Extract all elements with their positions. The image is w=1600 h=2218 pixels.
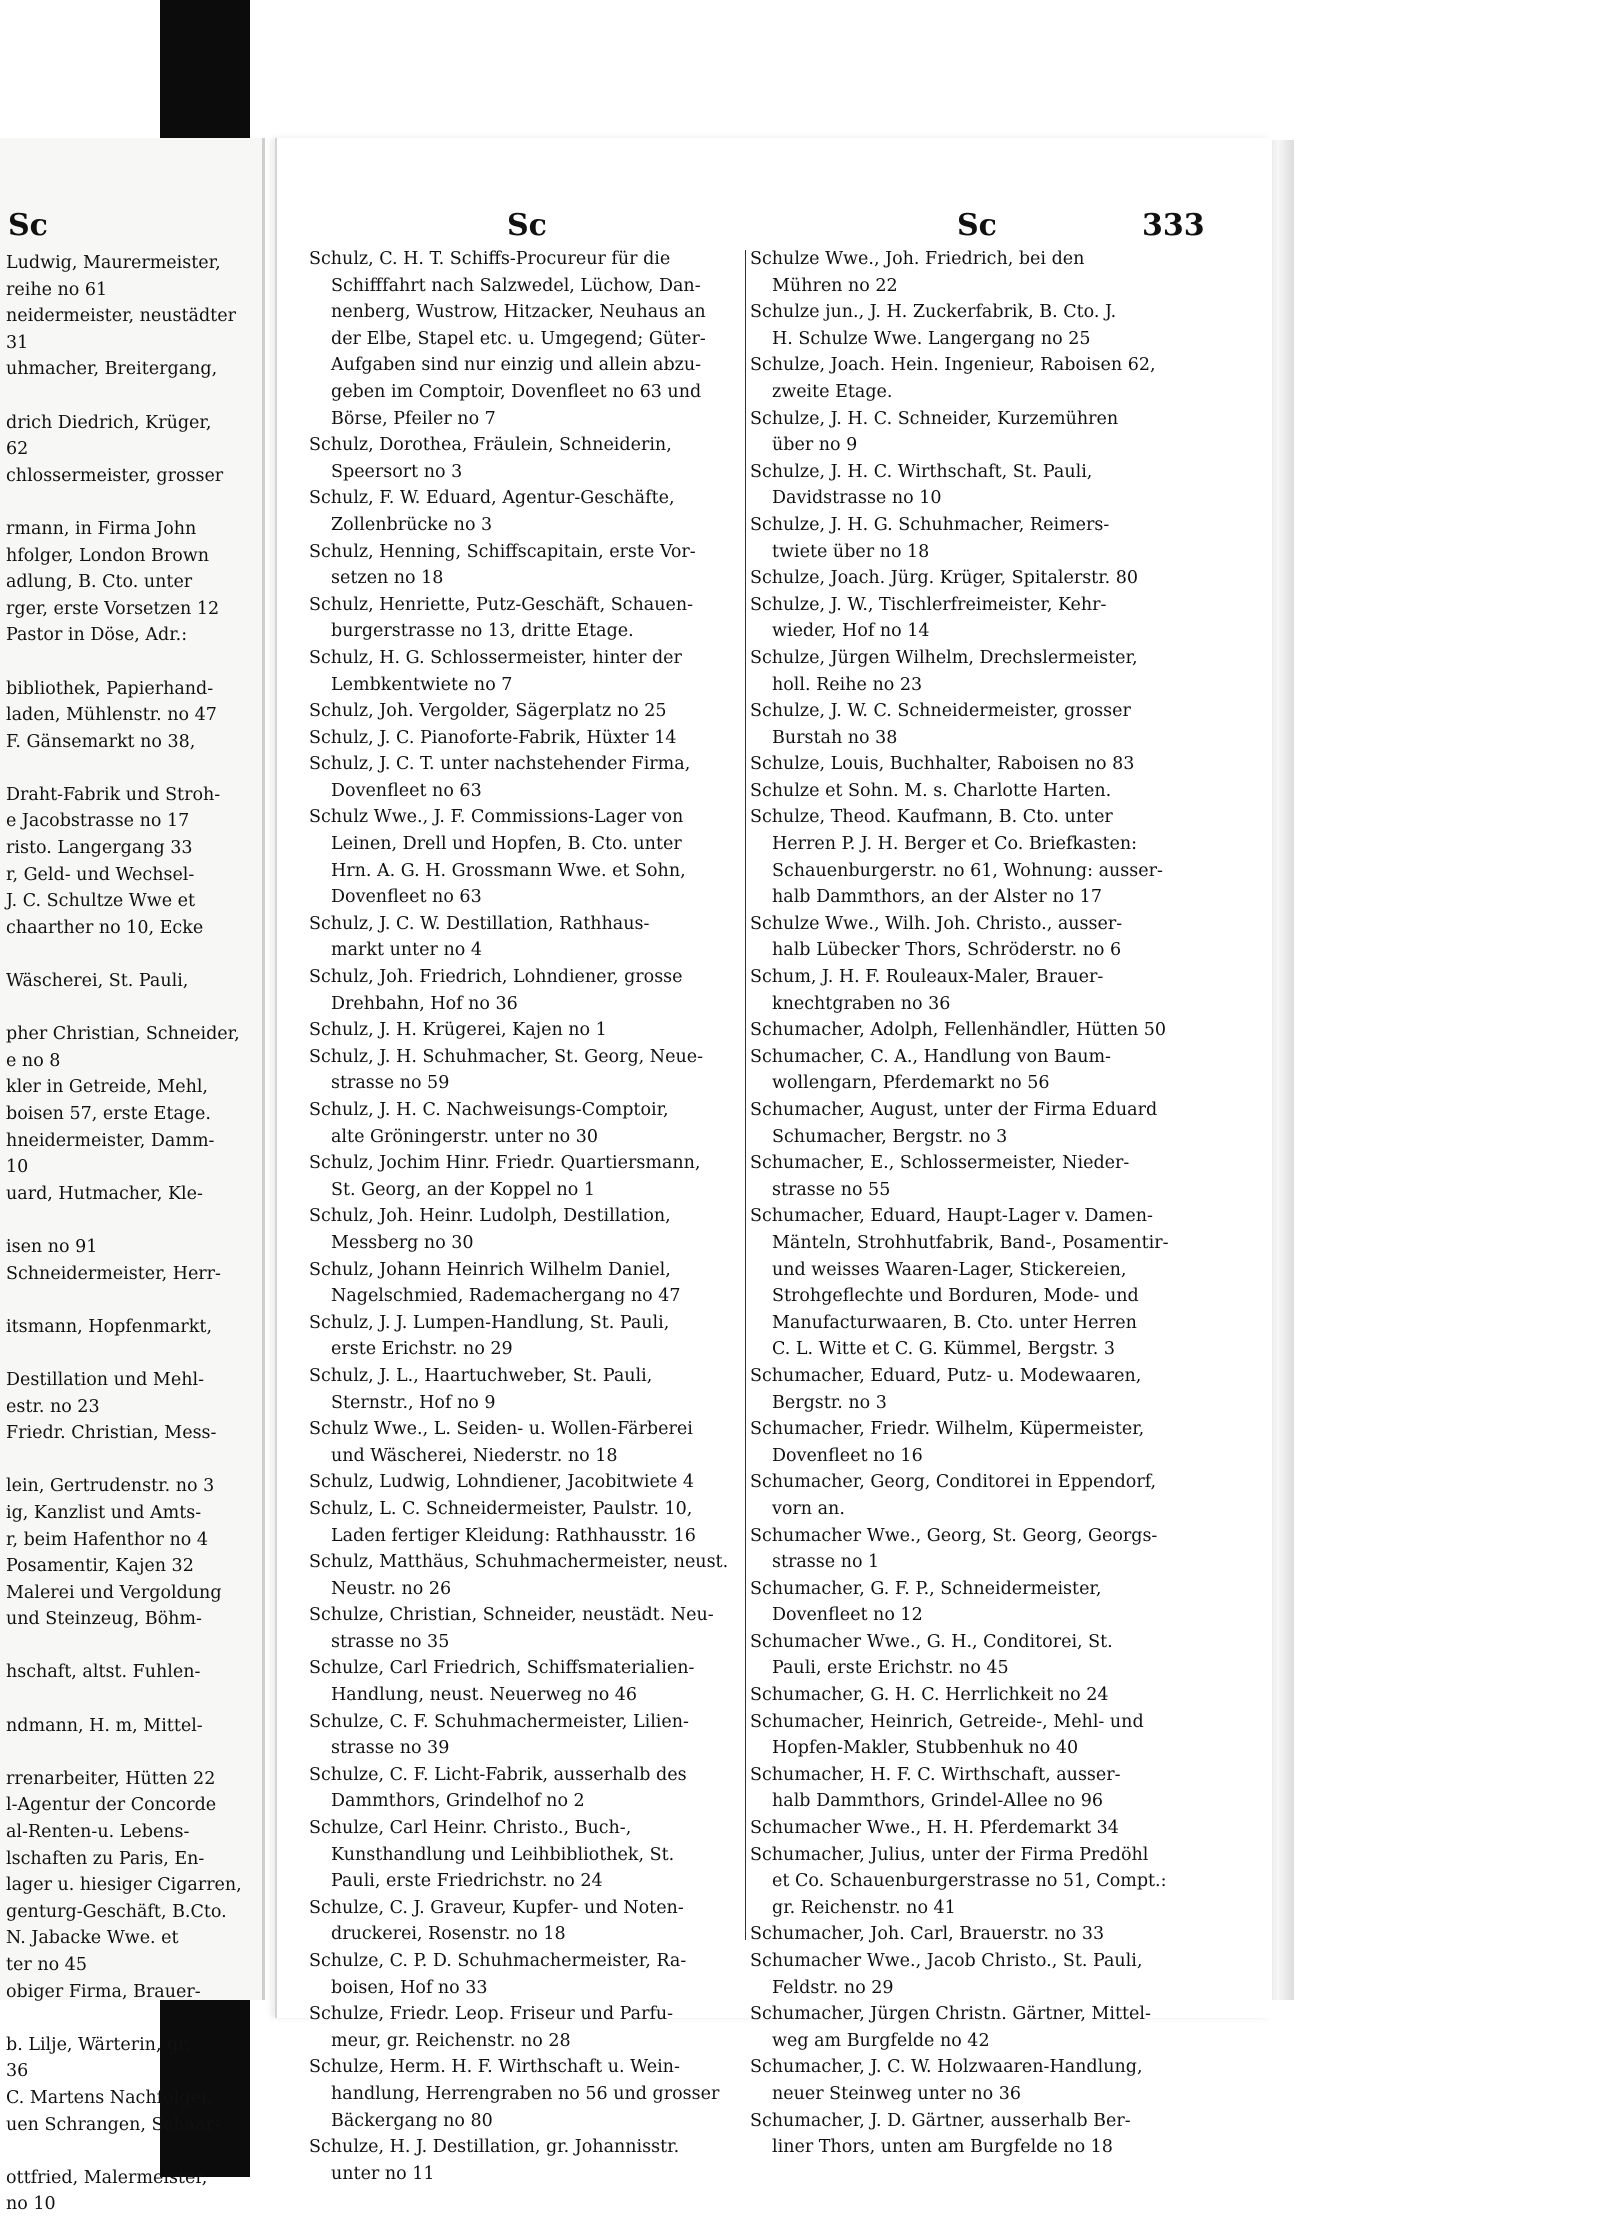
entry-name-line: Schulze, J. H. G. Schuhmacher, Reimers-: [750, 514, 1110, 535]
left-page-line: rmann, in Firma John: [6, 518, 197, 539]
directory-entry: [750, 1017, 1195, 1044]
entry-name-line: Schumacher, J. C. W. Holzwaaren-Handlung,: [750, 2057, 1143, 2078]
directory-entry: [750, 751, 1195, 778]
directory-entry: [750, 2108, 1195, 2161]
left-page-line: ter no 45: [6, 1955, 87, 1975]
left-page-line: [6, 755, 306, 782]
directory-entry: [309, 964, 741, 1017]
directory-entry: [309, 1895, 741, 1948]
left-page-line: drich Diedrich, Krüger,: [6, 412, 212, 433]
entry-name-line: Schulze jun., J. H. Zuckerfabrik, B. Cto. J.: [750, 302, 1117, 323]
left-page-line: no 10: [6, 2194, 56, 2215]
left-page-line: Schneidermeister, Herr-: [6, 1263, 221, 1284]
directory-entry: [309, 2134, 741, 2187]
left-page-line: risto. Langergang 33: [6, 838, 193, 859]
left-page-line: Posamentir, Kajen 32: [6, 1556, 194, 1577]
entry-name-line: Schulz, J. J. Lumpen-Handlung, St. Pauli,: [309, 1312, 670, 1333]
entry-name-line: Schumacher, H. F. C. Wirthschaft, ausser-: [750, 1764, 1121, 1785]
entry-continuation-line: holl. Reihe no 23: [772, 674, 923, 695]
entry-continuation-line: Dovenfleet no 63: [331, 780, 482, 801]
entry-continuation-line: halb Lübecker Thors, Schröderstr. no 6: [772, 940, 1122, 961]
directory-entry: [750, 246, 1195, 299]
left-page-line: uen Schrangen, Schaar-: [6, 2114, 220, 2135]
left-page-line: chaarther no 10, Ecke: [6, 917, 204, 938]
entry-name-line: Schulze, Joach. Jürg. Krüger, Spitalerstr. 80: [750, 568, 1139, 589]
directory-entry: [309, 1017, 741, 1044]
entry-name-line: Schumacher, Joh. Carl, Brauerstr. no 33: [750, 1924, 1105, 1945]
entry-continuation-line: et Co. Schauenburgerstrasse no 51, Compt.:: [772, 1871, 1167, 1892]
entry-name-line: Schulz, J. C. W. Destillation, Rathhaus-: [309, 913, 650, 934]
directory-entry: [750, 2054, 1195, 2107]
directory-entry: [750, 698, 1195, 751]
left-page-line: chlossermeister, grosser: [6, 465, 224, 486]
directory-entry: [309, 1416, 741, 1469]
entry-name-line: Schumacher, Friedr. Wilhelm, Küpermeister,: [750, 1419, 1145, 1440]
directory-entry: [309, 698, 741, 725]
entry-continuation-line: Hrn. A. G. H. Grossmann Wwe. et Sohn,: [331, 860, 686, 881]
entry-continuation-line: Nagelschmied, Rademachergang no 47: [331, 1286, 681, 1307]
directory-entry: [750, 1203, 1195, 1363]
directory-entry: [309, 1655, 741, 1708]
entry-name-line: Schulze, J. H. C. Wirthschaft, St. Pauli,: [750, 461, 1093, 482]
entry-name-line: Schum, J. H. F. Rouleaux-Maler, Brauer-: [750, 967, 1104, 988]
entry-name-line: Schulz, Dorothea, Fräulein, Schneiderin,: [309, 435, 672, 456]
directory-entry: [309, 1150, 741, 1203]
entry-name-line: Schulz, C. H. T. Schiffs-Procureur für die: [309, 249, 671, 269]
right-page: [275, 138, 1272, 2184]
entry-continuation-line: gr. Reichenstr. no 41: [772, 1897, 956, 1918]
entry-continuation-line: St. Georg, an der Koppel no 1: [331, 1179, 596, 1200]
directory-entry: [750, 778, 1195, 805]
entry-continuation-line: unter no 11: [331, 2163, 435, 2184]
left-page-line: 10: [6, 1157, 29, 1178]
left-page: [0, 138, 265, 2215]
left-page-line: estr. no 23: [6, 1396, 100, 1417]
entry-name-line: Schumacher, G. F. P., Schneidermeister,: [750, 1578, 1102, 1599]
left-page-line: laden, Mühlenstr. no 47: [6, 705, 217, 726]
left-page-line: [6, 649, 306, 676]
directory-entry: [309, 2001, 741, 2054]
entry-name-line: Schulze, Christian, Schneider, neustädt. Neu-: [309, 1605, 714, 1626]
left-page-line: e Jacobstrasse no 17: [6, 811, 190, 832]
left-page-line: [6, 1287, 306, 1314]
directory-entry: [750, 1469, 1195, 1522]
directory-entry: [309, 1469, 741, 1496]
directory-entry: [750, 1363, 1195, 1416]
left-page-line: obiger Firma, Brauer-: [6, 1981, 201, 2002]
entry-name-line: Schulze, Joach. Hein. Ingenieur, Raboisen 62,: [750, 355, 1156, 376]
entry-continuation-line: Schumacher, Bergstr. no 3: [772, 1126, 1008, 1147]
entry-continuation-line: strasse no 35: [331, 1631, 450, 1652]
left-page-line: Destillation und Mehl-: [6, 1369, 204, 1390]
entry-continuation-line: Dovenfleet no 63: [331, 887, 482, 908]
directory-entry: [750, 1576, 1195, 1629]
entry-continuation-line: wollengarn, Pferdemarkt no 56: [772, 1073, 1050, 1094]
directory-entry: [309, 1815, 741, 1895]
entry-name-line: Schumacher, Eduard, Putz- u. Modewaaren,: [750, 1365, 1142, 1386]
left-page-line: kler in Getreide, Mehl,: [6, 1077, 208, 1098]
entry-name-line: Schulz, J. H. Schuhmacher, St. Georg, Neue-: [309, 1046, 703, 1067]
left-page-line: isen no 91: [6, 1236, 98, 1257]
left-page-line: Ludwig, Maurermeister,: [6, 253, 221, 273]
left-page-line: C. Martens Nachfolger,: [6, 2087, 213, 2108]
entry-name-line: Schulz, Joh. Friedrich, Lohndiener, grosse: [309, 967, 683, 988]
directory-entry: [750, 1762, 1195, 1815]
left-page-line: uard, Hutmacher, Kle-: [6, 1183, 203, 1204]
entry-name-line: Schumacher, August, unter der Firma Eduard: [750, 1100, 1158, 1120]
left-page-line: [6, 1739, 306, 1766]
left-page-line: genturg-Geschäft, B.Cto.: [6, 1901, 227, 1922]
directory-entry: [309, 246, 741, 432]
left-page-line: e no 8: [6, 1050, 61, 1071]
entry-name-line: Schulz, J. H. Krügerei, Kajen no 1: [309, 1020, 607, 1041]
entry-name-line: Schulz, Jochim Hinr. Friedr. Quartiersmann,: [309, 1153, 701, 1174]
entry-name-line: Schulze, Jürgen Wilhelm, Drechslermeister,: [750, 647, 1138, 668]
directory-entry: [750, 352, 1195, 405]
directory-entry: [750, 911, 1195, 964]
entry-continuation-line: twiete über no 18: [772, 541, 930, 562]
entry-name-line: Schulze, Louis, Buchhalter, Raboisen no 83: [750, 754, 1135, 775]
entry-name-line: Schumacher, Julius, unter der Firma Predöhl: [750, 1844, 1149, 1865]
entry-continuation-line: nenberg, Wustrow, Hitzacker, Neuhaus an: [331, 302, 706, 323]
entry-name-line: Schulze Wwe., Joh. Friedrich, bei den: [750, 249, 1085, 269]
left-page-line: itsmann, Hopfenmarkt,: [6, 1316, 213, 1337]
entry-name-line: Schulz, Henriette, Putz-Geschäft, Schauen-: [309, 594, 694, 615]
directory-entry: [750, 1682, 1195, 1709]
entry-name-line: Schumacher Wwe., H. H. Pferdemarkt 34: [750, 1818, 1119, 1839]
left-page-line: J. C. Schultze Wwe et: [6, 891, 196, 912]
entry-name-line: Schulz, J. C. T. unter nachstehender Firma,: [309, 754, 691, 775]
entry-name-line: Schulze, C. F. Licht-Fabrik, ausserhalb des: [309, 1764, 687, 1785]
entry-name-line: Schumacher, Heinrich, Getreide-, Mehl- und: [750, 1711, 1144, 1732]
entry-name-line: Schulz, Henning, Schiffscapitain, erste Vor-: [309, 541, 696, 562]
entry-continuation-line: Kunsthandlung und Leihbibliothek, St.: [331, 1844, 675, 1865]
left-page-line: F. Gänsemarkt no 38,: [6, 731, 196, 752]
entry-name-line: Schumacher Wwe., Georg, St. Georg, Georgs-: [750, 1525, 1158, 1546]
entry-continuation-line: Bäckergang no 80: [331, 2110, 493, 2131]
entry-name-line: Schulze et Sohn. M. s. Charlotte Harten.: [750, 780, 1112, 801]
entry-continuation-line: Laden fertiger Kleidung: Rathhausstr. 16: [331, 1525, 696, 1546]
entry-name-line: Schulz, Ludwig, Lohndiener, Jacobitwiete 4: [309, 1472, 694, 1493]
left-page-line: und Steinzeug, Böhm-: [6, 1609, 202, 1630]
directory-entry: [750, 2001, 1195, 2054]
entry-continuation-line: Bergstr. no 3: [772, 1392, 887, 1413]
left-page-line: lschaften zu Paris, En-: [6, 1848, 205, 1869]
entry-continuation-line: Lembkentwiete no 7: [331, 674, 513, 695]
left-page-line: uhmacher, Breitergang,: [6, 359, 218, 380]
entry-continuation-line: Drehbahn, Hof no 36: [331, 993, 518, 1014]
column-divider: [745, 250, 746, 1940]
directory-entry: [309, 1203, 741, 1256]
entry-continuation-line: wieder, Hof no 14: [772, 621, 930, 642]
left-page-line: Friedr. Christian, Mess-: [6, 1423, 217, 1444]
entry-continuation-line: halb Dammthors, Grindel-Allee no 96: [772, 1791, 1104, 1812]
entry-continuation-line: Leinen, Drell und Hopfen, B. Cto. unter: [331, 834, 682, 855]
left-page-line: N. Jabacke Wwe. et: [6, 1928, 179, 1949]
entry-continuation-line: boisen, Hof no 33: [331, 1977, 488, 1998]
entry-name-line: Schulze, J. W. C. Schneidermeister, grosser: [750, 701, 1131, 722]
left-page-line: [6, 995, 306, 1022]
left-page-line: bibliothek, Papierhand-: [6, 678, 214, 699]
left-page-line: hschaft, altst. Fuhlen-: [6, 1662, 201, 1683]
entry-name-line: Schulze, Friedr. Leop. Friseur und Parfu-: [309, 2004, 674, 2025]
entry-continuation-line: Pauli, erste Erichstr. no 45: [772, 1658, 1009, 1679]
entry-name-line: Schulze, Carl Heinr. Christo., Buch-,: [309, 1818, 632, 1839]
entry-continuation-line: meur, gr. Reichenstr. no 28: [331, 2030, 571, 2051]
directory-entry: [309, 1948, 741, 2001]
entry-name-line: Schulz, H. G. Schlossermeister, hinter der: [309, 647, 682, 668]
left-page-line: [6, 1447, 306, 1474]
left-page-line: 62: [6, 439, 29, 460]
directory-entry: [750, 1097, 1195, 1150]
entry-name-line: Schumacher, Adolph, Fellenhändler, Hütten 50: [750, 1020, 1167, 1041]
left-page-line: boisen 57, erste Etage.: [6, 1104, 211, 1124]
directory-entry: [309, 645, 741, 698]
left-page-line: [6, 383, 306, 410]
entry-name-line: Schulze, Herm. H. F. Wirthschaft u. Wein-: [309, 2057, 680, 2078]
left-page-line: neidermeister, neustädter: [6, 306, 236, 327]
left-page-line: hfolger, London Brown: [6, 545, 210, 566]
entry-name-line: Schulze Wwe., Wilh. Joh. Christo., ausser-: [750, 913, 1123, 934]
entry-name-line: Schulz, Joh. Heinr. Ludolph, Destillation,: [309, 1206, 671, 1227]
entry-continuation-line: markt unter no 4: [331, 940, 482, 961]
left-page-line: al-Renten-u. Lebens-: [6, 1822, 190, 1843]
left-page-line: rger, erste Vorsetzen 12: [6, 598, 220, 619]
directory-entry: [750, 1629, 1195, 1682]
entry-name-line: Schumacher, J. D. Gärtner, ausserhalb Ber-: [750, 2110, 1131, 2131]
entry-name-line: Schulz, F. W. Eduard, Agentur-Geschäfte,: [309, 488, 675, 509]
entry-continuation-line: Mühren no 22: [772, 275, 898, 296]
directory-entry: [750, 1948, 1195, 2001]
left-page-line: rrenarbeiter, Hütten 22: [6, 1768, 216, 1789]
entry-continuation-line: halb Dammthors, an der Alster no 17: [772, 887, 1102, 908]
entry-continuation-line: zweite Etage.: [772, 381, 893, 402]
directory-entry: [750, 804, 1195, 910]
left-page-line: lein, Gertrudenstr. no 3: [6, 1476, 215, 1497]
entry-name-line: Schulze, J. W., Tischlerfreimeister, Kehr-: [750, 594, 1107, 615]
left-page-line: lager u. hiesiger Cigarren,: [6, 1875, 242, 1896]
directory-column-left: [309, 246, 741, 2187]
left-page-line: [6, 489, 306, 516]
entry-name-line: Schumacher Wwe., Jacob Christo., St. Pauli,: [750, 1951, 1143, 1971]
directory-entry: [750, 512, 1195, 565]
entry-name-line: Schulz, Johann Heinrich Wilhelm Daniel,: [309, 1259, 671, 1280]
entry-continuation-line: knechtgraben no 36: [772, 993, 951, 1014]
entry-name-line: Schumacher Wwe., G. H., Conditorei, St.: [750, 1631, 1113, 1652]
entry-continuation-line: erste Erichstr. no 29: [331, 1339, 513, 1360]
entry-name-line: Schulze, C. P. D. Schuhmachermeister, Ra-: [309, 1951, 687, 1971]
left-page-line: r, Geld- und Wechsel-: [6, 864, 195, 885]
entry-continuation-line: H. Schulze Wwe. Langergang no 25: [772, 328, 1091, 349]
entry-name-line: Schulz, J. L., Haartuchweber, St. Pauli,: [309, 1365, 653, 1386]
directory-entry: [309, 1496, 741, 1549]
directory-entry: [309, 751, 741, 804]
directory-entry: [750, 565, 1195, 592]
left-page-line: ndmann, H. m, Mittel-: [6, 1715, 203, 1736]
entry-continuation-line: geben im Comptoir, Dovenfleet no 63 und: [331, 381, 702, 402]
entry-continuation-line: Handlung, neust. Neuerweg no 46: [331, 1685, 638, 1706]
entry-continuation-line: setzen no 18: [331, 568, 444, 589]
left-page-line: Pastor in Döse, Adr.:: [6, 625, 188, 646]
entry-continuation-line: Mänteln, Strohhutfabrik, Band-, Posamentir-: [772, 1232, 1169, 1253]
entry-continuation-line: weg am Burgfelde no 42: [772, 2030, 990, 2051]
left-page-line: [6, 2005, 306, 2032]
left-page-line: l-Agentur der Concorde: [6, 1795, 217, 1816]
left-page-line: Malerei und Vergoldung: [6, 1582, 222, 1603]
left-page-line: [6, 2138, 306, 2165]
entry-continuation-line: der Elbe, Stapel etc. u. Umgegend; Güter-: [331, 328, 706, 349]
entry-continuation-line: Dovenfleet no 12: [772, 1605, 923, 1626]
entry-continuation-line: und weisses Waaren-Lager, Stickereien,: [772, 1259, 1127, 1280]
directory-entry: [750, 406, 1195, 459]
directory-entry: [309, 1257, 741, 1310]
directory-entry: [309, 1709, 741, 1762]
entry-name-line: Schulz, Matthäus, Schuhmachermeister, neust.: [309, 1552, 729, 1573]
entry-continuation-line: Dovenfleet no 16: [772, 1445, 923, 1466]
entry-continuation-line: Pauli, erste Friedrichstr. no 24: [331, 1871, 603, 1892]
entry-continuation-line: und Wäscherei, Niederstr. no 18: [331, 1445, 618, 1466]
left-page-line: adlung, B. Cto. unter: [6, 572, 193, 593]
entry-continuation-line: burgerstrasse no 13, dritte Etage.: [331, 621, 634, 642]
left-page-line: [6, 1633, 306, 1660]
directory-entry: [309, 1762, 741, 1815]
directory-entry: [309, 1310, 741, 1363]
directory-entry: [750, 645, 1195, 698]
left-page-line: 36: [6, 2061, 29, 2082]
left-page-line: ottfried, Malermeister,: [6, 2167, 208, 2188]
entry-name-line: Schulze, Theod. Kaufmann, B. Cto. unter: [750, 807, 1113, 828]
entry-continuation-line: Neustr. no 26: [331, 1578, 452, 1599]
directory-entry: [750, 1815, 1195, 1842]
entry-name-line: Schulz Wwe., L. Seiden- u. Wollen-Färberei: [309, 1419, 693, 1440]
directory-entry: [750, 1921, 1195, 1948]
left-page-line: [6, 941, 306, 968]
entry-continuation-line: Strohgeflechte und Borduren, Mode- und: [772, 1286, 1139, 1307]
entry-name-line: Schulze, C. F. Schuhmachermeister, Lilien-: [309, 1711, 689, 1732]
left-page-line: [6, 1686, 306, 1713]
running-head-middle: Sc: [957, 208, 997, 243]
left-page-line: b. Lilje, Wärterin, gr.: [6, 2034, 191, 2055]
entry-name-line: Schumacher, Eduard, Haupt-Lager v. Damen-: [750, 1206, 1153, 1227]
entry-continuation-line: Dammthors, Grindelhof no 2: [331, 1791, 585, 1812]
running-head-left: Sc: [507, 208, 547, 243]
entry-continuation-line: neuer Steinweg unter no 36: [772, 2083, 1022, 2104]
entry-name-line: Schumacher, Georg, Conditorei in Eppendorf,: [750, 1472, 1157, 1493]
left-page-line: 31: [6, 332, 29, 353]
left-page-line: reihe no 61: [6, 279, 108, 300]
entry-continuation-line: Schifffahrt nach Salzwedel, Lüchow, Dan-: [331, 275, 701, 296]
entry-continuation-line: strasse no 1: [772, 1552, 880, 1573]
directory-entry: [309, 2054, 741, 2134]
directory-entry: [309, 1044, 741, 1097]
entry-name-line: Schulz, Joh. Vergolder, Sägerplatz no 25: [309, 701, 667, 722]
entry-continuation-line: vorn an.: [772, 1498, 845, 1519]
entry-continuation-line: Manufacturwaaren, B. Cto. unter Herren: [772, 1312, 1137, 1333]
entry-name-line: Schulze, H. J. Destillation, gr. Johannisstr.: [309, 2137, 680, 2158]
entry-name-line: Schulz, J. C. Pianoforte-Fabrik, Hüxter 14: [309, 727, 677, 748]
entry-name-line: Schumacher, C. A., Handlung von Baum-: [750, 1046, 1111, 1067]
entry-continuation-line: strasse no 39: [331, 1738, 450, 1759]
entry-name-line: Schumacher, Jürgen Christn. Gärtner, Mittel-: [750, 2004, 1151, 2025]
directory-entry: [309, 725, 741, 752]
entry-continuation-line: Zollenbrücke no 3: [331, 514, 493, 535]
entry-continuation-line: liner Thors, unten am Burgfelde no 18: [772, 2137, 1113, 2158]
entry-continuation-line: Messberg no 30: [331, 1232, 474, 1253]
entry-continuation-line: handlung, Herrengraben no 56 und grosser: [331, 2083, 720, 2104]
entry-continuation-line: alte Gröningerstr. unter no 30: [331, 1126, 599, 1147]
entry-continuation-line: Börse, Pfeiler no 7: [331, 408, 496, 429]
entry-continuation-line: Hopfen-Makler, Stubbenhuk no 40: [772, 1738, 1079, 1759]
left-page-line: r, beim Hafenthor no 4: [6, 1529, 208, 1550]
entry-continuation-line: Burstah no 38: [772, 727, 898, 748]
directory-entry: [750, 1523, 1195, 1576]
left-page-line: pher Christian, Schneider,: [6, 1024, 240, 1045]
entry-name-line: Schulze, C. J. Graveur, Kupfer- und Noten-: [309, 1897, 684, 1918]
entry-continuation-line: druckerei, Rosenstr. no 18: [331, 1924, 566, 1945]
entry-name-line: Schulz Wwe., J. F. Commissions-Lager von: [309, 807, 684, 828]
left-page-text: [6, 250, 306, 2218]
directory-entry: [309, 1602, 741, 1655]
entry-name-line: Schumacher, G. H. C. Herrlichkeit no 24: [750, 1685, 1109, 1706]
left-page-running-head: Sc: [8, 208, 48, 243]
entry-continuation-line: strasse no 55: [772, 1179, 891, 1200]
directory-entry: [750, 1044, 1195, 1097]
directory-entry: [309, 1097, 741, 1150]
directory-entry: [309, 432, 741, 485]
left-page-line: [6, 1340, 306, 1367]
entry-continuation-line: Schauenburgerstr. no 61, Wohnung: ausser-: [772, 860, 1163, 881]
directory-entry: [750, 1709, 1195, 1762]
directory-entry: [309, 1363, 741, 1416]
left-page-line: hneidermeister, Damm-: [6, 1130, 215, 1151]
entry-name-line: Schumacher, E., Schlossermeister, Nieder-: [750, 1153, 1130, 1174]
left-page-line: Draht-Fabrik und Stroh-: [6, 784, 221, 805]
directory-entry: [309, 804, 741, 910]
entry-continuation-line: strasse no 59: [331, 1073, 450, 1094]
directory-entry: [750, 1416, 1195, 1469]
entry-continuation-line: Speersort no 3: [331, 461, 463, 482]
entry-continuation-line: Sternstr., Hof no 9: [331, 1392, 496, 1413]
entry-continuation-line: C. L. Witte et C. G. Kümmel, Bergstr. 3: [772, 1339, 1115, 1360]
directory-entry: [309, 485, 741, 538]
left-page-line: ig, Kanzlist und Amts-: [6, 1502, 202, 1523]
entry-continuation-line: Davidstrasse no 10: [772, 488, 942, 509]
entry-continuation-line: Aufgaben sind nur einzig und allein abzu-: [331, 355, 702, 376]
left-page-line: [6, 1207, 306, 1234]
directory-entry: [750, 964, 1195, 1017]
directory-entry: [750, 1150, 1195, 1203]
left-page-line: Wäscherei, St. Pauli,: [6, 971, 189, 992]
entry-name-line: Schulze, Carl Friedrich, Schiffsmaterialien-: [309, 1658, 695, 1679]
directory-entry: [750, 1842, 1195, 1922]
directory-column-right: [750, 246, 1195, 2161]
directory-entry: [309, 539, 741, 592]
entry-name-line: Schulz, J. H. C. Nachweisungs-Comptoir,: [309, 1100, 669, 1120]
entry-continuation-line: Herren P. J. H. Berger et Co. Briefkasten:: [772, 834, 1138, 855]
entry-continuation-line: Feldstr. no 29: [772, 1977, 894, 1998]
directory-entry: [309, 911, 741, 964]
directory-entry: [750, 459, 1195, 512]
entry-name-line: Schulz, L. C. Schneidermeister, Paulstr. 10,: [309, 1498, 693, 1519]
directory-entry: [750, 299, 1195, 352]
entry-name-line: Schulze, J. H. C. Schneider, Kurzemühren: [750, 408, 1119, 429]
directory-entry: [309, 592, 741, 645]
directory-entry: [309, 1549, 741, 1602]
directory-entry: [750, 592, 1195, 645]
page-number: 333: [1142, 208, 1205, 243]
entry-continuation-line: über no 9: [772, 435, 858, 456]
